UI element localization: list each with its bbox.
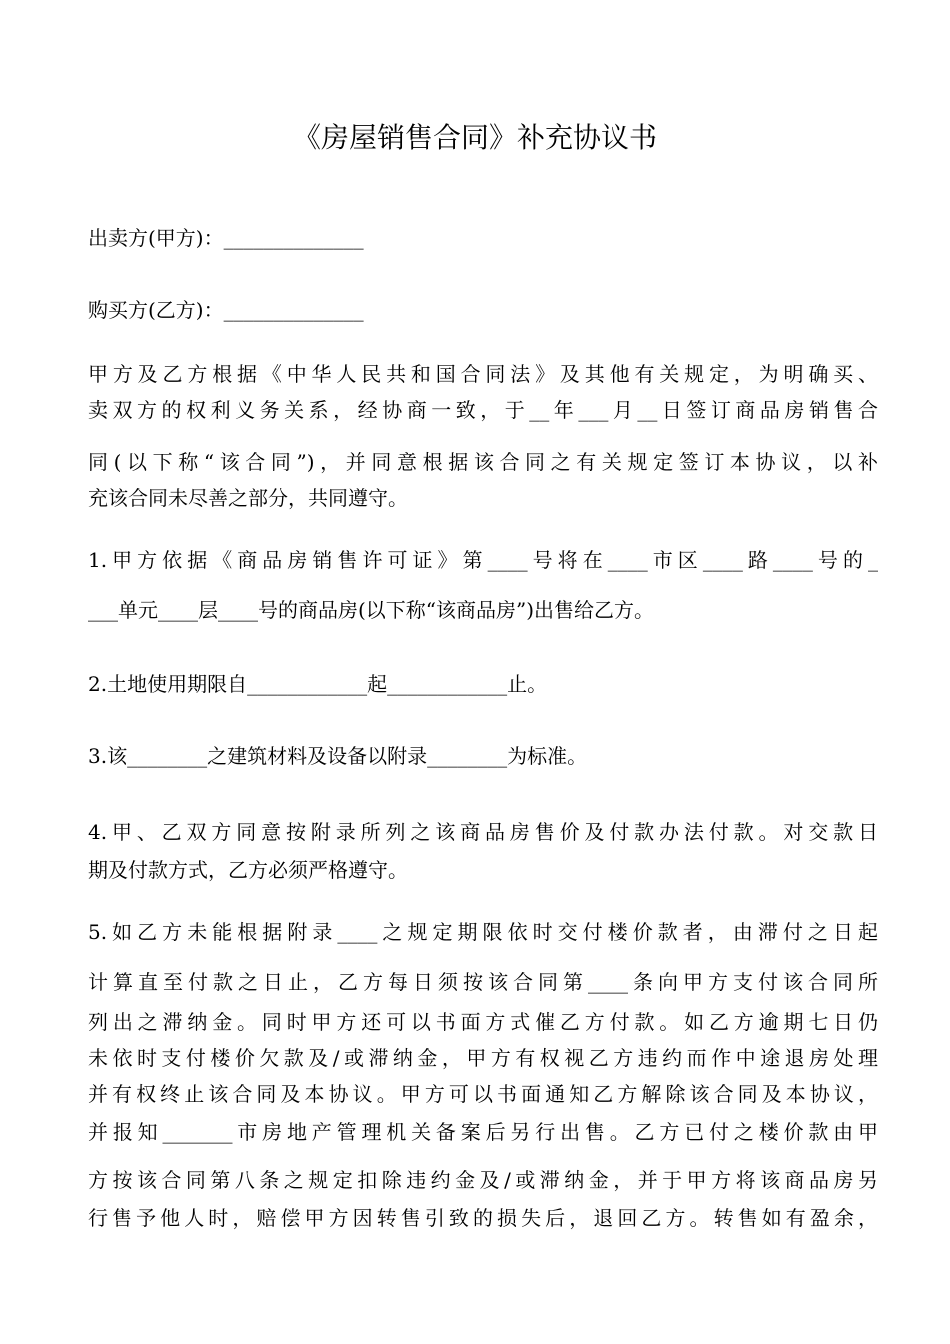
- clause-line: 5.如乙方未能根据附录____之规定期限依时交付楼价款者，由滞付之日起: [88, 920, 878, 944]
- clause-line: 1.甲方依据《商品房销售许可证》第____号将在____市区____路____号的_: [88, 548, 878, 572]
- clause-line: 计算直至付款之日止，乙方每日须按该合同第____条向甲方支付该合同所: [88, 970, 878, 994]
- clause-line: 行售予他人时，赔偿甲方因转售引致的损失后，退回乙方。转售如有盈余，: [88, 1206, 878, 1230]
- clause-line: 方按该合同第八条之规定扣除违约金及/或滞纳金，并于甲方将该商品房另: [88, 1168, 878, 1192]
- clause-line: 3.该________之建筑材料及设备以附录________为标准。: [88, 744, 588, 768]
- clause-line: 未依时支付楼价欠款及/或滞纳金，甲方有权视乙方违约而作中途退房处理: [88, 1046, 878, 1070]
- paragraph-line: 同(以下称“该合同”)，并同意根据该合同之有关规定签订本协议，以补: [88, 450, 878, 474]
- clause-line: ___单元____层____号的商品房(以下称“该商品房”)出售给乙方。: [88, 598, 655, 622]
- clause-line: 期及付款方式，乙方必须严格遵守。: [88, 858, 408, 882]
- paragraph-line: 充该合同未尽善之部分，共同遵守。: [88, 486, 408, 510]
- clause-line: 2.土地使用期限自____________起____________止。: [88, 672, 548, 696]
- document-title: 《房屋销售合同》补充协议书: [292, 121, 657, 154]
- clause-line: 4.甲、乙双方同意按附录所列之该商品房售价及付款办法付款。对交款日: [88, 820, 878, 844]
- clause-line: 列出之滞纳金。同时甲方还可以书面方式催乙方付款。如乙方逾期七日仍: [88, 1010, 878, 1034]
- paragraph-line: 甲方及乙方根据《中华人民共和国合同法》及其他有关规定，为明确买、: [88, 362, 878, 386]
- buyer-line: 购买方(乙方)：______________: [88, 298, 364, 322]
- clause-line: 并有权终止该合同及本协议。甲方可以书面通知乙方解除该合同及本协议，: [88, 1082, 878, 1106]
- clause-line: 并报知_______市房地产管理机关备案后另行出售。乙方已付之楼价款由甲: [88, 1120, 878, 1144]
- paragraph-line: 卖双方的权利义务关系，经协商一致，于__年___月__日签订商品房销售合: [88, 398, 878, 422]
- seller-line: 出卖方(甲方)：______________: [88, 226, 364, 250]
